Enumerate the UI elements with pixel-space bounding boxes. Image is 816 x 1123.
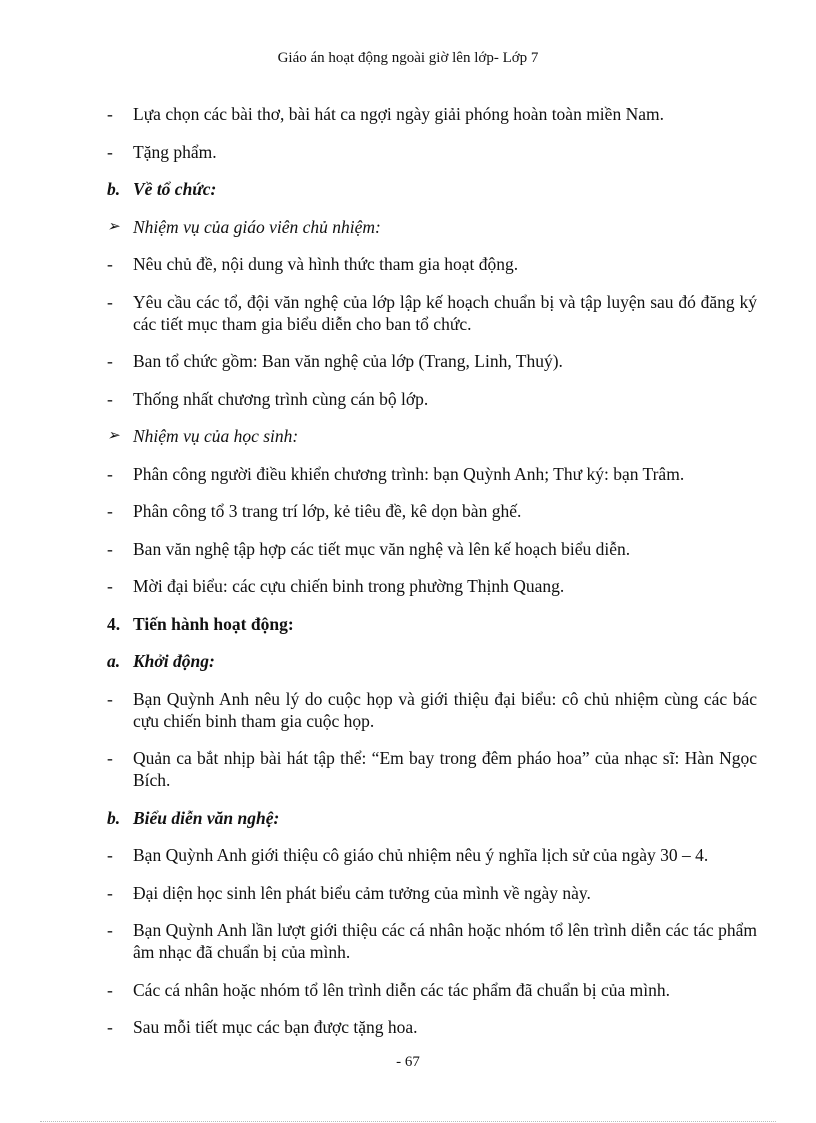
line-text: Tiến hành hoạt động: <box>133 613 294 634</box>
line-text: Các cá nhân hoặc nhóm tổ lên trình diễn các tác phẩm đã chuẩn bị của mình. <box>133 979 670 1000</box>
list-marker: - <box>107 463 113 484</box>
list-marker: 4. <box>107 613 121 634</box>
line-text: Bạn Quỳnh Anh lần lượt giới thiệu các cá nhân hoặc nhóm tổ lên trình diễn các tác phẩm âm nhạc đã chuẩn bị của mình. <box>133 920 757 962</box>
line-text: Lựa chọn các bài thơ, bài hát ca ngợi ngày giải phóng hoàn toàn miền Nam. <box>133 104 664 124</box>
line-text: Bạn Quỳnh Anh nêu lý do cuộc họp và giới thiệu đại biểu: cô chủ nhiệm cùng các bác cựu chiến binh tham gia cuộc họp. <box>133 688 757 731</box>
section-heading <box>107 613 757 635</box>
line-text: Tặng phẩm. <box>133 141 217 162</box>
section-heading <box>107 650 757 672</box>
line-text: Nhiệm vụ của giáo viên chủ nhiệm: <box>133 216 381 237</box>
line-text: Ban tổ chức gồm: Ban văn nghệ của lớp (Trang, Linh, Thuý). <box>133 351 563 371</box>
line-text: Thống nhất chương trình cùng cán bộ lớp. <box>133 388 429 409</box>
list-item <box>107 1016 757 1038</box>
list-marker: - <box>107 388 113 409</box>
list-marker: - <box>107 501 113 521</box>
line-text: Nhiệm vụ của học sinh: <box>133 426 299 446</box>
list-marker: - <box>107 1017 113 1037</box>
list-marker: - <box>107 845 113 865</box>
list-marker: - <box>107 351 113 371</box>
list-marker: b. <box>107 179 121 199</box>
list-item <box>107 575 757 597</box>
list-item <box>107 688 757 732</box>
line-text: Bạn Quỳnh Anh giới thiệu cô giáo chủ nhiệm nêu ý nghĩa lịch sử của ngày 30 – 4. <box>133 845 709 865</box>
list-marker: - <box>107 920 113 940</box>
list-item <box>107 388 757 410</box>
line-text: Yêu cầu các tổ, đội văn nghệ của lớp lập kế hoạch chuẩn bị và tập luyện sau đó đăng ký các tiết mục tham gia biểu diễn cho ban tổ chức. <box>133 291 757 334</box>
arrow-bullet-icon: ➢ <box>107 218 120 235</box>
line-text: Ban văn nghệ tập hợp các tiết mục văn nghệ và lên kế hoạch biểu diễn. <box>133 538 631 559</box>
list-marker: - <box>107 882 113 903</box>
arrow-bullet-icon: ➢ <box>107 428 120 444</box>
sub-heading <box>107 425 757 447</box>
list-marker: - <box>107 538 113 559</box>
line-text: Khởi động: <box>133 651 215 671</box>
list-marker: - <box>107 254 113 274</box>
list-marker: - <box>107 141 113 162</box>
list-item <box>107 500 757 522</box>
list-item <box>107 350 757 372</box>
list-marker: - <box>107 688 113 709</box>
page-number: - 67 <box>396 1054 420 1070</box>
list-marker: - <box>107 748 113 768</box>
list-item <box>107 844 757 866</box>
list-item <box>107 253 757 275</box>
sub-heading <box>107 216 757 238</box>
section-heading <box>107 178 757 200</box>
list-marker: - <box>107 291 113 312</box>
page-bottom-divider <box>40 1121 776 1122</box>
line-text: Mời đại biểu: các cựu chiến binh trong phường Thịnh Quang. <box>133 576 565 596</box>
line-text: Biểu diễn văn nghệ: <box>133 807 280 828</box>
line-text: Về tổ chức: <box>133 179 217 199</box>
list-marker: - <box>107 104 113 124</box>
list-item <box>107 747 757 791</box>
list-item <box>107 141 757 163</box>
list-item <box>107 919 757 963</box>
line-text: Quản ca bắt nhịp bài hát tập thể: “Em bay trong đêm pháo hoa” của nhạc sĩ: Hàn Ngọc Bích. <box>133 748 757 790</box>
list-marker: - <box>107 576 113 596</box>
line-text: Đại diện học sinh lên phát biểu cảm tưởng của mình về ngày này. <box>133 882 591 903</box>
line-text: Sau mỗi tiết mục các bạn được tặng hoa. <box>133 1017 418 1037</box>
page-header: Giáo án hoạt động ngoài giờ lên lớp- Lớp 7 <box>277 50 539 66</box>
line-text: Phân công người điều khiển chương trình: bạn Quỳnh Anh; Thư ký: bạn Trâm. <box>133 463 685 484</box>
line-text: Phân công tổ 3 trang trí lớp, kẻ tiêu đề, kê dọn bàn ghế. <box>133 501 522 521</box>
document-body <box>107 103 757 1054</box>
list-marker: a. <box>107 651 121 671</box>
list-item <box>107 882 757 904</box>
list-item <box>107 463 757 485</box>
list-item <box>107 979 757 1001</box>
list-item <box>107 291 757 335</box>
list-item <box>107 538 757 560</box>
line-text: Nêu chủ đề, nội dung và hình thức tham gia hoạt động. <box>133 254 519 274</box>
list-marker: b. <box>107 807 121 828</box>
section-heading <box>107 807 757 829</box>
list-marker: - <box>107 979 113 1000</box>
list-item <box>107 103 757 125</box>
